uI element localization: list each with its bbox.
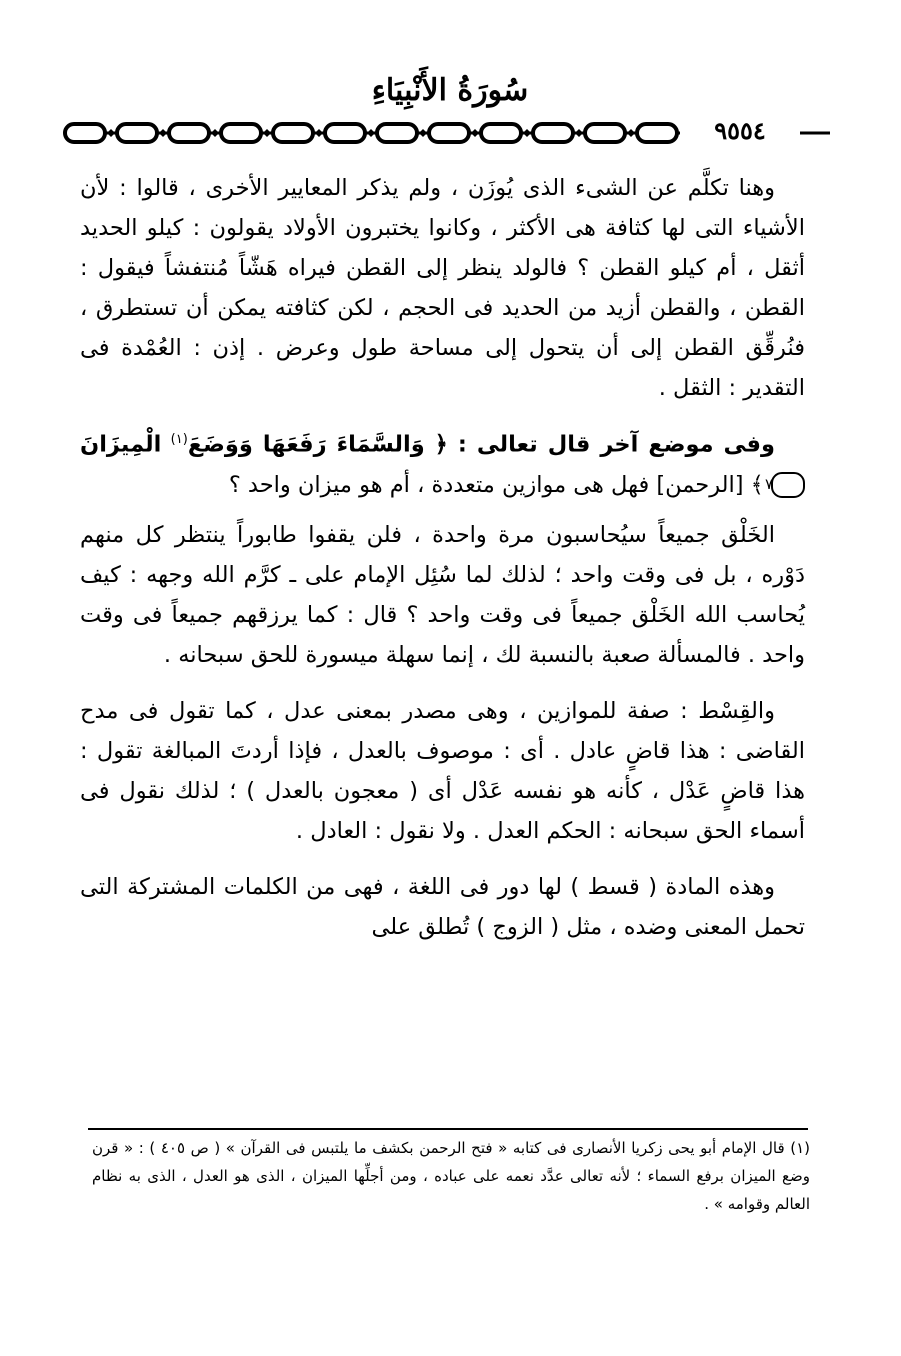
quran-verse-end: الْمِيزَانَ [80, 431, 162, 458]
border-chain-link [637, 124, 677, 142]
border-chain-link [377, 124, 417, 142]
border-diamond [159, 129, 167, 137]
border-chain-link [481, 124, 521, 142]
border-chain-link [585, 124, 625, 142]
footnote-reference: (١) [170, 432, 188, 447]
border-diamond [367, 129, 375, 137]
page-number: ٩٥٥٤ [680, 116, 800, 146]
border-chain-link [273, 124, 313, 142]
footnote-divider [88, 1128, 808, 1130]
border-diamond [107, 129, 115, 137]
footnote: (١) قال الإمام أبو يحى زكريا الأنصارى فى كتابه « فتح الرحمن بكشف ما يلتبس فى القرآن » ( ص ٤٠٥ ) : « قرن وضع الميزان برفع السماء ؛ لأنه تعالى عدَّد نعمه على عباده ، ومن أجلِّها الميزان ، الذى هو العدل ، الذى به نظام العالم وقوامه » . [92, 1139, 810, 1213]
paragraph-4: والقِسْط : صفة للموازين ، وهى مصدر بمعنى عدل ، كما تقول فى مدح القاضى : هذا قاضٍ عادل . أى : موصوف بالعدل ، فإذا أردتَ المبالغة تقول : هذا قاضٍ عَدْل ، كأنه هو نفسه عَدْل أى ( معجون بالعدل ) ؛ لذلك نقول فى أسماء الحق سبحانه : الحكم العدل . ولا نقول : العادل . [80, 697, 805, 844]
paragraph-3: الخَلْق جميعاً سيُحاسبون مرة واحدة ، فلن يقفوا طابوراً ينتظر كل منهم دَوْره ، بل فى وقت واحد ؛ لذلك لما سُئِل الإمام على ـ كرَّم الله وجهه : كيف يُحاسب الله الخَلْق جميعاً فى وقت واحد ؟ قال : كما يرزقهم جميعاً فى وقت واحد . فالمسألة صعبة بالنسبة لك ، إنما سهلة ميسورة للحق سبحانه . [80, 521, 805, 668]
border-chain-link [325, 124, 365, 142]
border-diamond [575, 129, 583, 137]
paragraph-2 [80, 420, 805, 505]
border-chain-link [429, 124, 469, 142]
border-diamond [523, 129, 531, 137]
main-text [80, 168, 805, 957]
border-chain-link [169, 124, 209, 142]
border-chain-link [65, 124, 105, 142]
border-diamond [211, 129, 219, 137]
border-diamond [471, 129, 479, 137]
border-chain-link [221, 124, 261, 142]
paragraph-2-continuation: ﴾ [الرحمن] فهل هى موازين متعددة ، أم هو ميزان واحد ؟ [228, 471, 764, 498]
border-diamond [263, 129, 271, 137]
paragraph-5: وهذه المادة ( قسط ) لها دور فى اللغة ، فهى من الكلمات المشتركة التى تحمل المعنى وضده ، مثل ( الزوج ) تُطلق على [80, 873, 805, 940]
border-diamond [315, 129, 323, 137]
paragraph-1: وهنا تكلَّم عن الشىء الذى يُوزَن ، ولم يذكر المعايير الأخرى ، قالوا : لأن الأشياء التى لها كثافة هى الأكثر ، وكانوا يختبرون الأولاد يقولون : كيلو الحديد أثقل ، أم كيلو القطن ؟ فالولد ينظر إلى القطن فيراه هَشّاً مُنتفشاً فيقول : القطن ، والقطن أزيد من الحديد فى الحجم ، لكن كثافته يمكن أن تستطرق ، فنُرقِّق القطن إلى أن يتحول إلى مساحة طول وعرض . إذن : العُمْدة فى التقدير : الثقل . [80, 175, 805, 401]
border-chain-link [117, 124, 157, 142]
surah-title: سُورَةُ الأَنْبِيَاءِ [371, 73, 529, 108]
border-diamond [627, 129, 635, 137]
border-diamond [419, 129, 427, 137]
border-chain-link [533, 124, 573, 142]
ayah-number-marker: ٧ [771, 472, 805, 498]
quran-verse-start: وفى موضع آخر قال تعالى : ﴿ وَالسَّمَاءَ رَفَعَهَا وَوَضَعَ [187, 431, 775, 458]
